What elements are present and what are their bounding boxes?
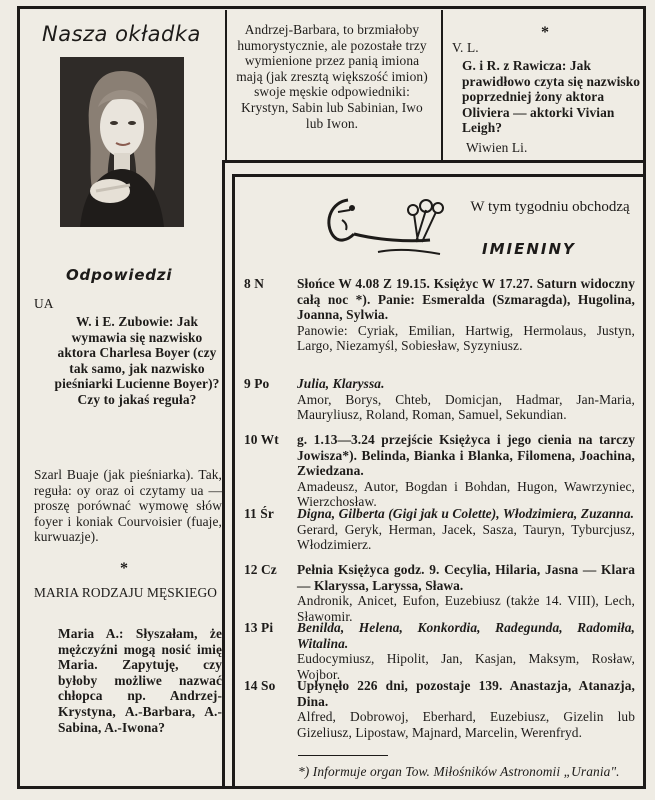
day-note: g. 1.13—3.24 przejście Księżyca i jego cienia na tarczy Jowisza*). Belinda, Bianka i Blanka, Filomena, Joachina, Zwiedzana. bbox=[297, 432, 635, 479]
letter1-answer: Szarl Buaje (jak pieśniarka). Tak, reguła: oy oraz oi czytamy ua — proszę porównać wymowę słów foyer i koniak Courvoisier (fuaje, kurwuazje). bbox=[34, 467, 222, 545]
day-names: Amadeusz, Autor, Bogdan i Bohdan, Hugon, Wawrzyniec, Wierzchosław. bbox=[297, 478, 635, 510]
day-names: Amor, Borys, Chteb, Domicjan, Hadmar, Jan-Maria, Mauryliusz, Roland, Roman, Samuel, Sekundian. bbox=[297, 391, 635, 423]
section-title: Nasza okładka bbox=[42, 22, 201, 46]
day-label: 12 Cz bbox=[244, 562, 277, 577]
day-note: Julia, Klaryssa. bbox=[297, 376, 385, 391]
letter2-question: Maria A.: Słyszałam, że mężczyźni mogą nosić imię Maria. Zapytuję, czy byłoby możliwe nazwać chłopca np. Andrzej-Krystyna, A.-Barbara, A.-Sabina, A.-Iwona? bbox=[58, 626, 222, 735]
cover-photo bbox=[60, 57, 184, 227]
day-note: Pełnia Księżyca godz. 9. Cecylia, Hilaria, Jasna — Klara — Klaryssa, Laryssa, Sława. bbox=[297, 562, 635, 593]
calendar-divider bbox=[232, 174, 235, 788]
day-note: Upłynęło 226 dni, pozostaje 139. Anastazja, Atanazja, Dina. bbox=[297, 678, 635, 709]
day-label: 9 Po bbox=[244, 376, 270, 391]
day-label: 10 Wt bbox=[244, 432, 279, 447]
calendar-top bbox=[232, 174, 646, 177]
day-label: 8 N bbox=[244, 276, 265, 291]
answers-heading: Odpowiedzi bbox=[66, 266, 173, 284]
letter1-tag: UA bbox=[34, 296, 54, 311]
day-entry bbox=[297, 376, 635, 423]
top-divider-2 bbox=[441, 10, 443, 160]
footnote-rule bbox=[298, 755, 388, 756]
letter2-answer: Andrzej-Barbara, to brzmiałoby humorystycznie, ale pozostałe trzy wymienione przez panią imiona mają (jak zresztą większość imion) swoje męskie odpowiedniki: Krystyn, Sabin lub Sabinian, Iwo lub Iwon. bbox=[236, 22, 428, 131]
day-note: Benilda, Helena, Konkordia, Radegunda, Radomiła, Witalina. bbox=[297, 620, 635, 651]
day-entry bbox=[297, 562, 635, 624]
footnote: *) Informuje organ Tow. Miłośników Astronomii „Urania". bbox=[298, 764, 620, 779]
flowers-drawing bbox=[318, 190, 448, 275]
day-label: 11 Śr bbox=[244, 506, 274, 521]
column-divider bbox=[222, 160, 225, 788]
day-note: Digna, Gilberta (Gigi jak u Colette), Włodzimiera, Zuzanna. bbox=[297, 506, 635, 521]
day-names: Gerard, Geryk, Herman, Jacek, Sasza, Tauryn, Tyburcjusz, Włodzimierz. bbox=[297, 521, 635, 553]
separator-star-2: * bbox=[541, 24, 549, 41]
header-divider bbox=[222, 160, 646, 163]
day-entry bbox=[297, 678, 635, 740]
day-names: Eudocymiusz, Hipolit, Jan, Kasjan, Maksym, Rosław, Wojbor. bbox=[297, 651, 635, 682]
letter3-answer: Wiwien Li. bbox=[466, 140, 528, 155]
letter3-question: G. i R. z Rawicza: Jak prawidłowo czyta się nazwisko poprzedniej żony aktora Oliviera — aktorki Vivian Leigh? bbox=[462, 58, 641, 136]
day-entry bbox=[297, 432, 635, 510]
face-with-flowers-icon bbox=[318, 190, 448, 270]
day-label: 14 So bbox=[244, 678, 276, 693]
letter1-question: W. i E. Zubowie: Jak wymawia się nazwisko aktora Charlesa Boyer (czy tak samo, jak nazwisko pieśniarki Lucienne Boyer)? Czy to jakaś reguła? bbox=[54, 314, 220, 407]
separator-star: * bbox=[120, 560, 128, 577]
day-entry bbox=[297, 620, 635, 682]
letter3-tag: V. L. bbox=[452, 40, 479, 55]
day-names: Panowie: Cyriak, Emilian, Hartwig, Hermolaus, Justyn, Largo, Niezamyśl, Sobiesław, Syzyniusz. bbox=[297, 322, 635, 354]
letter2-heading: MARIA RODZAJU MĘSKIEGO bbox=[34, 585, 217, 600]
calendar-heading: W tym tygodniu obchodzą bbox=[470, 199, 630, 215]
top-divider-1 bbox=[225, 10, 227, 160]
calendar-title: IMIENINY bbox=[482, 240, 576, 258]
day-label: 13 Pi bbox=[244, 620, 274, 635]
day-names: Andronik, Anicet, Eufon, Euzebiusz (także 14. VIII), Lech, Sławomir. bbox=[297, 593, 635, 624]
day-note: Słońce W 4.08 Z 19.15. Księżyc W 17.27. Saturn widoczny całą noc *). Panie: Esmeralda (Szmaragda), Hugolina, Joanna, Sylwia. bbox=[297, 276, 635, 323]
day-names: Alfred, Dobrowoj, Eberhard, Euzebiusz, Gizelin lub Gizeliusz, Lipostaw, Majnard, Marcelin, Werenfryd. bbox=[297, 709, 635, 740]
day-entry bbox=[297, 276, 635, 354]
woman-portrait-image bbox=[60, 57, 184, 227]
day-entry bbox=[297, 506, 635, 553]
